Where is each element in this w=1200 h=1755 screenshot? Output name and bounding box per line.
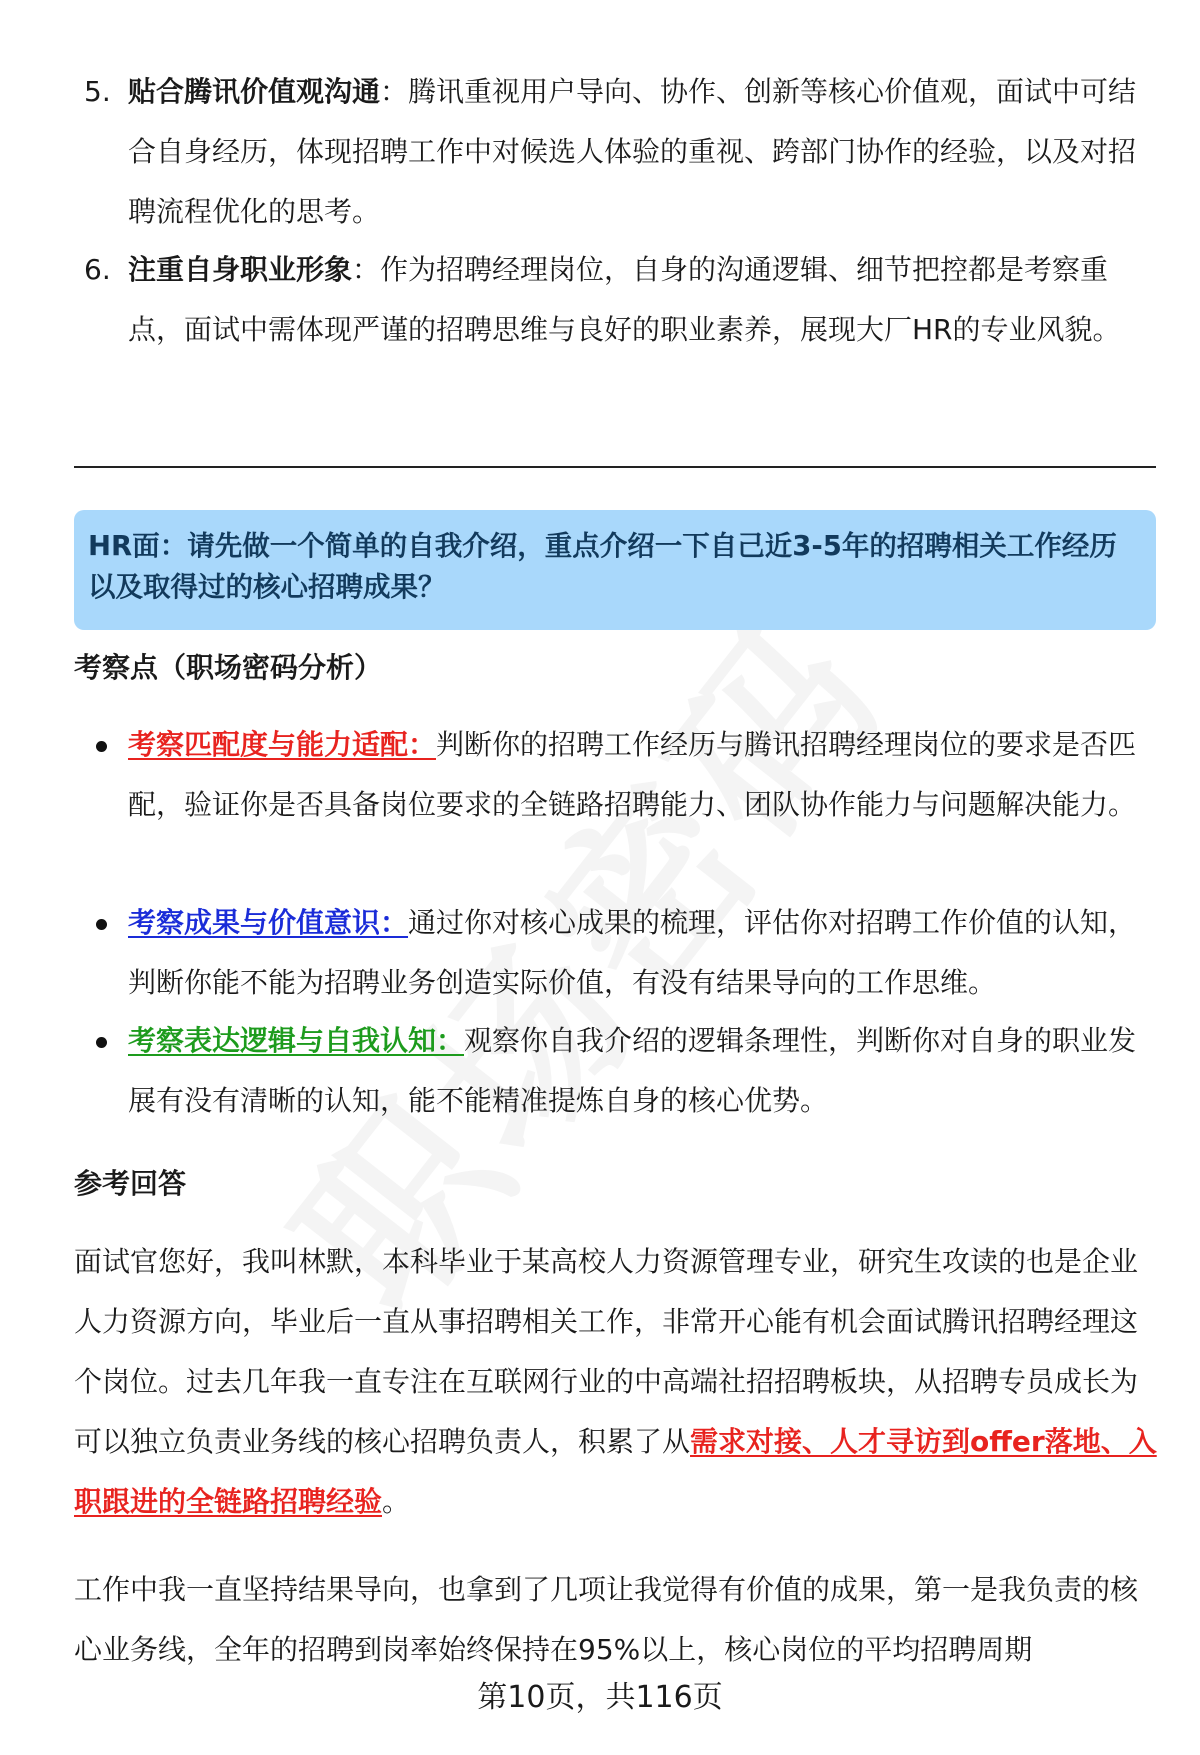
bullet-label: 考察表达逻辑与自我认知：: [128, 1024, 465, 1057]
page-number: 第10页，共116页: [477, 1680, 723, 1715]
list-number: 6.: [84, 253, 111, 286]
list-item-text: 作为招聘经理岗位，自身的沟通逻辑、细节把控都是考察重点，面试中需体现严谨的招聘思维与良好的职业素养，展现大厂HR的专业风貌。: [128, 253, 1121, 346]
question-text: HR面：请先做一个简单的自我介绍，重点介绍一下自己近3-5年的招聘相关工作经历以及取得过的核心招聘成果？: [88, 530, 1117, 603]
list-item-5: [84, 62, 1160, 242]
bullet-dot: [96, 919, 107, 930]
bullet-item-value: [96, 893, 1160, 1013]
question-box: [74, 510, 1156, 630]
bullet-dot: [96, 1037, 107, 1048]
bullet-label: 考察匹配度与能力适配：: [128, 728, 437, 761]
list-item-separator: ：: [352, 253, 381, 286]
bullet-dot: [96, 741, 107, 752]
bullet-label: 考察成果与价值意识：: [128, 906, 409, 939]
section-divider: [74, 466, 1156, 468]
list-item-title: 贴合腾讯价值观沟通: [128, 75, 381, 108]
list-number: 5.: [84, 75, 111, 108]
answer-text-end: 。: [382, 1485, 411, 1518]
answer-highlight: 需求对接、人才寻访到offer落地、入职跟进的全链路招聘经验: [74, 1425, 1157, 1518]
list-item-separator: ：: [380, 75, 409, 108]
list-item-title: 注重自身职业形象: [128, 253, 353, 286]
list-item-6: [84, 240, 1160, 360]
answer-text: 面试官您好，我叫林默，本科毕业于某高校人力资源管理专业，研究生攻读的也是企业人力资源方向，毕业后一直从事招聘相关工作，非常开心能有机会面试腾讯招聘经理这个岗位。过去几年我一直专注在互联网行业的中高端社招招聘板块，从招聘专员成长为可以独立负责业务线的核心招聘负责人，积累了从: [74, 1245, 1139, 1458]
bullet-item-match: [96, 715, 1160, 835]
list-item-text: 腾讯重视用户导向、协作、创新等核心价值观，面试中可结合自身经历，体现招聘工作中对候选人体验的重视、跨部门协作的经验，以及对招聘流程优化的思考。: [128, 75, 1137, 228]
answer-heading: 参考回答: [74, 1167, 187, 1200]
bullet-text: 判断你的招聘工作经历与腾讯招聘经理岗位的要求是否匹配，验证你是否具备岗位要求的全链路招聘能力、团队协作能力与问题解决能力。: [128, 728, 1137, 821]
answer-paragraph-2: 工作中我一直坚持结果导向，也拿到了几项让我觉得有价值的成果，第一是我负责的核心业务线，全年的招聘到岗率始终保持在95%以上，核心岗位的平均招聘周期: [74, 1573, 1139, 1666]
bullet-text: 观察你自我介绍的逻辑条理性，判断你对自身的职业发展有没有清晰的认知，能不能精准提炼自身的核心优势。: [128, 1024, 1137, 1117]
answer-paragraph-1: [74, 1232, 1160, 1532]
bullet-text: 通过你对核心成果的梳理，评估你对招聘工作价值的认知，判断你能不能为招聘业务创造实际价值，有没有结果导向的工作思维。: [128, 906, 1137, 999]
bullet-item-logic: [96, 1011, 1160, 1131]
analysis-heading: 考察点（职场密码分析）: [74, 651, 383, 684]
